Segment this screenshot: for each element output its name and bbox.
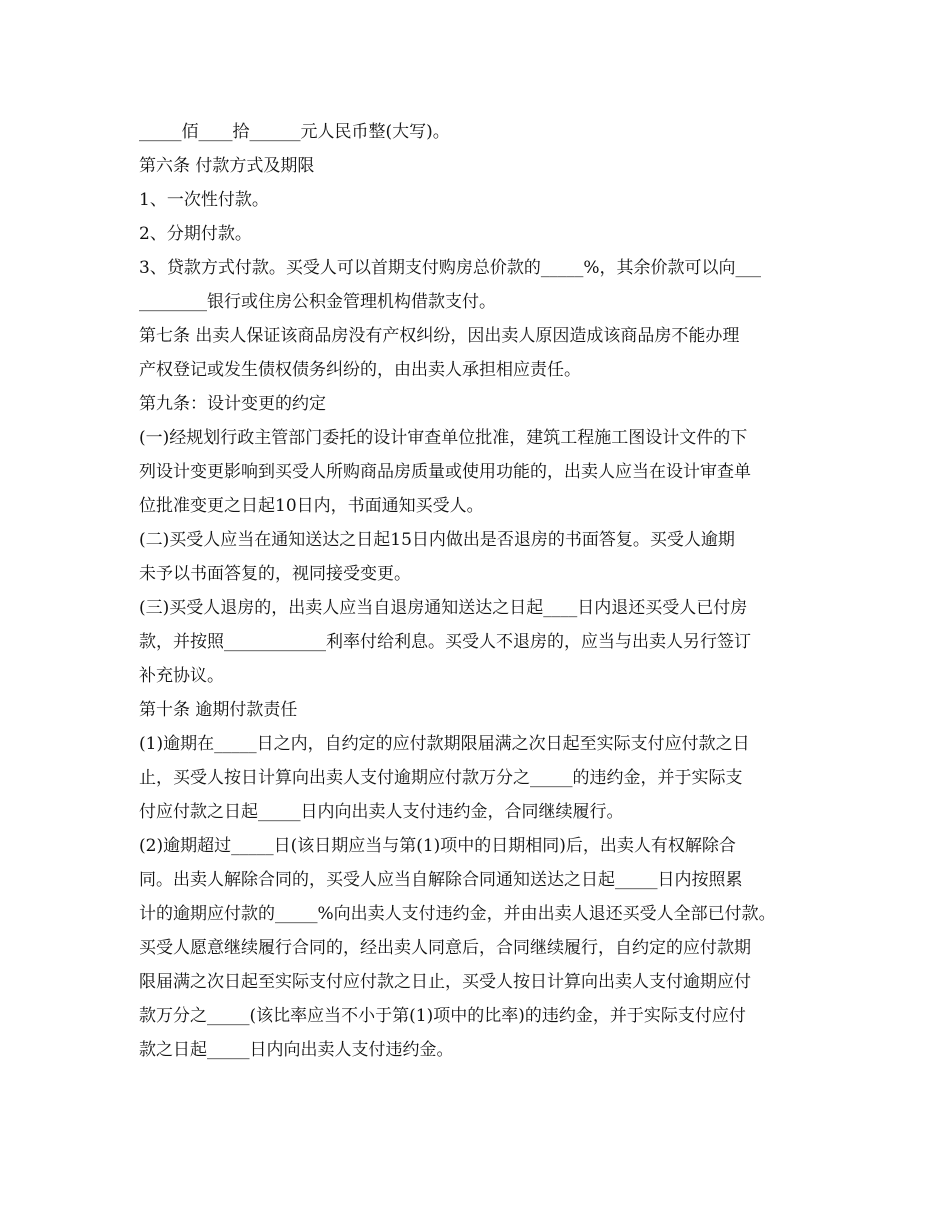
section-heading-9: 第九条：设计变更的约定: [139, 394, 326, 414]
text-line: 未予以书面答复的，视同接受变更。: [139, 564, 411, 584]
text-line: 款，并按照____________利率付给利息。买受人不退房的，应当与出卖人另行签订: [139, 632, 751, 652]
text-line: 列设计变更影响到买受人所购商品房质量或使用功能的，出卖人应当在设计审查单: [139, 462, 751, 482]
text-line: 2、分期付款。: [139, 224, 252, 244]
text-line: _____佰____拾______元人民币整(大写)。: [139, 122, 450, 142]
text-line: 位批准变更之日起10日内，书面通知买受人。: [139, 496, 484, 516]
document-body: [139, 115, 829, 1067]
text-line: (二)买受人应当在通知送达之日起15日内做出是否退房的书面答复。买受人逾期: [139, 530, 735, 550]
section-heading-6: 第六条 付款方式及期限: [139, 156, 315, 176]
text-line: 3、贷款方式付款。买受人可以首期支付购房总价款的_____%，其余价款可以向___: [139, 258, 761, 278]
text-line: ________银行或住房公积金管理机构借款支付。: [139, 292, 496, 312]
text-line: 同。出卖人解除合同的，买受人应当自解除合同通知送达之日起_____日内按照累: [139, 870, 743, 890]
text-line: 付应付款之日起_____日内向出卖人支付违约金，合同继续履行。: [139, 802, 624, 822]
section-heading-10: 第十条 逾期付款责任: [139, 700, 298, 720]
text-line: 补充协议。: [139, 666, 224, 686]
text-line: 止，买受人按日计算向出卖人支付逾期应付款万分之_____的违约金，并于实际支: [139, 768, 743, 788]
text-line: 1、一次性付款。: [139, 190, 269, 210]
text-line: (1)逾期在_____日之内，自约定的应付款期限届满之次日起至实际支付应付款之日: [139, 734, 750, 754]
text-line: 限届满之次日起至实际支付应付款之日止，买受人按日计算向出卖人支付逾期应付: [139, 972, 751, 992]
text-line: 款万分之_____(该比率应当不小于第(1)项中的比率)的违约金，并于实际支付应付: [139, 1006, 746, 1026]
text-line: 款之日起_____日内向出卖人支付违约金。: [139, 1040, 454, 1060]
text-line: 买受人愿意继续履行合同的，经出卖人同意后，合同继续履行，自约定的应付款期: [139, 938, 751, 958]
section-heading-7: 第七条 出卖人保证该商品房没有产权纠纷，因出卖人原因造成该商品房不能办理: [139, 326, 740, 346]
text-line: (一)经规划行政主管部门委托的设计审查单位批准，建筑工程施工图设计文件的下: [139, 428, 748, 448]
text-line: 计的逾期应付款的_____%向出卖人支付违约金，并由出卖人退还买受人全部已付款。: [139, 904, 776, 924]
text-line: (三)买受人退房的，出卖人应当自退房通知送达之日起____日内退还买受人已付房: [139, 598, 748, 618]
text-line: (2)逾期超过_____日(该日期应当与第(1)项中的日期相同)后，出卖人有权解除合: [139, 836, 736, 856]
text-line: 产权登记或发生债权债务纠纷的，由出卖人承担相应责任。: [139, 360, 581, 380]
